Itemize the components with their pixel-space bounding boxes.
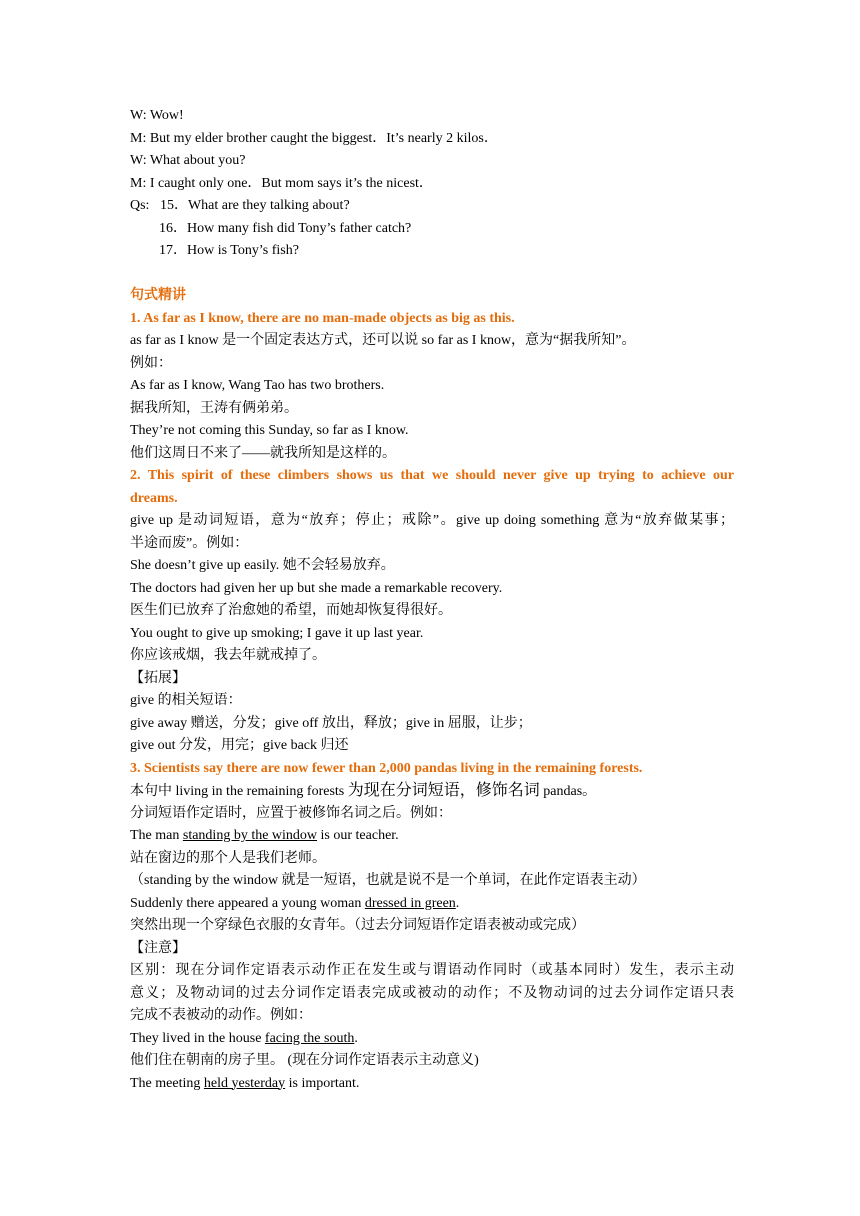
example-en: As far as I know, Wang Tao has two brothers. xyxy=(130,378,385,393)
document-page xyxy=(130,105,734,1095)
question-line xyxy=(130,218,734,241)
point-heading-3: 3. Scientists say there are now fewer than 2,000 pandas living in the remaining forests. xyxy=(130,760,643,776)
point-heading-2: 2. This spirit of these climbers shows us that we should never give up trying to achieve our xyxy=(130,468,734,483)
note-label: 【注意】 xyxy=(130,940,186,956)
example: She doesn’t give up easily. 她不会轻易放弃。 xyxy=(130,558,395,573)
question-line xyxy=(130,240,734,263)
underlined-phrase: dressed in green xyxy=(364,895,456,911)
underlined-phrase: facing the south xyxy=(264,1030,355,1046)
questions-prefix: Qs: xyxy=(130,198,153,213)
section-title: 句式精讲 xyxy=(130,288,186,303)
dialogue-line: W: Wow! xyxy=(130,108,184,123)
note-text: 完成不表被动的动作。例如： xyxy=(130,1008,312,1023)
example-en: You ought to give up smoking; I gave it up last year. xyxy=(130,625,424,641)
example-zh: 他们住在朝南的房子里。 (现在分词作定语表示主动意义) xyxy=(130,1053,479,1068)
extension-title: give 的相关短语： xyxy=(130,693,242,708)
question-item: 17．How is Tony’s fish? xyxy=(159,243,299,258)
point-heading-2-cont: dreams. xyxy=(130,490,178,506)
text: Suddenly there appeared a young woman xyxy=(130,895,365,911)
example-zh: 突然出现一个穿绿色衣服的女青年。（过去分词短语作定语表被动或完成） xyxy=(130,918,585,933)
text: The man xyxy=(130,828,183,843)
extension-phrases: give out 分发，用完；give back 归还 xyxy=(130,738,349,753)
text: . xyxy=(455,895,460,911)
extension-phrases: give away 赠送，分发；give off 放出，释放；give in 屈服，让步； xyxy=(130,715,532,731)
explanation-cont: 半途而废”。例如： xyxy=(130,535,249,551)
question-item: 16．How many fish did Tony’s father catch? xyxy=(159,220,412,236)
text: is our teacher. xyxy=(317,828,399,843)
example-en xyxy=(130,893,734,916)
example-zh: 据我所知，王涛有俩弟弟。 xyxy=(130,400,298,416)
spacer xyxy=(130,263,734,286)
question-line xyxy=(130,195,734,218)
rule: 分词短语作定语时，应置于被修饰名词之后。例如： xyxy=(130,805,452,821)
text: . xyxy=(354,1030,358,1046)
explanation xyxy=(130,780,734,803)
example-zh: 医生们已放弃了治愈她的希望，而她却恢复得很好。 xyxy=(130,603,452,618)
explanation: give up 是动词短语，意为“放弃；停止；戒除”。give up doing something 意为“放弃做某事； xyxy=(130,513,734,528)
text: The meeting xyxy=(130,1075,204,1091)
note-text: 区别：现在分词作定语表示动作正在发生或与谓语动作同时（或基本同时）发生，表示主动 xyxy=(130,963,734,978)
text: is important. xyxy=(285,1075,360,1091)
example-en xyxy=(130,1028,734,1051)
example-label: 例如： xyxy=(130,355,172,371)
example-en xyxy=(130,1073,734,1096)
explanation-part: 本句中 living in the remaining forests xyxy=(130,784,348,799)
dialogue-line: W: What about you? xyxy=(130,153,246,168)
underlined-phrase: standing by the window xyxy=(182,828,318,843)
text: They lived in the house xyxy=(130,1030,265,1046)
example-en xyxy=(130,825,734,848)
explanation: as far as I know 是一个固定表达方式，还可以说 so far as I know，意为“据我所知”。 xyxy=(130,333,636,348)
point-heading-1: 1. As far as I know, there are no man-made objects as big as this. xyxy=(130,310,515,326)
example-zh: 他们这周日不来了——就我所知是这样的。 xyxy=(130,445,396,461)
explanation-part: 为现在分词短语，修饰名词 xyxy=(347,782,540,799)
note-text: 意义；及物动词的过去分词作定语表完成或被动的动作；不及物动词的过去分词作定语只表 xyxy=(130,985,734,1001)
example-en: The doctors had given her up but she made a remarkable recovery. xyxy=(130,580,503,596)
example-zh: 你应该戒烟，我去年就戒掉了。 xyxy=(130,648,326,663)
extension-label: 【拓展】 xyxy=(130,670,186,686)
underlined-phrase: held yesterday xyxy=(203,1075,286,1091)
example-zh: 站在窗边的那个人是我们老师。 xyxy=(130,850,326,866)
example-note: （standing by the window 就是一短语，也就是说不是一个单词，在此作定语表主动） xyxy=(130,873,646,888)
example-en: They’re not coming this Sunday, so far as I know. xyxy=(130,423,409,438)
dialogue-line: M: I caught only one．But mom says it’s the nicest． xyxy=(130,175,433,191)
dialogue-line: M: But my elder brother caught the biggest．It’s nearly 2 kilos． xyxy=(130,130,498,146)
question-item: 15．What are they talking about? xyxy=(159,198,350,213)
explanation-part: pandas。 xyxy=(539,784,597,799)
